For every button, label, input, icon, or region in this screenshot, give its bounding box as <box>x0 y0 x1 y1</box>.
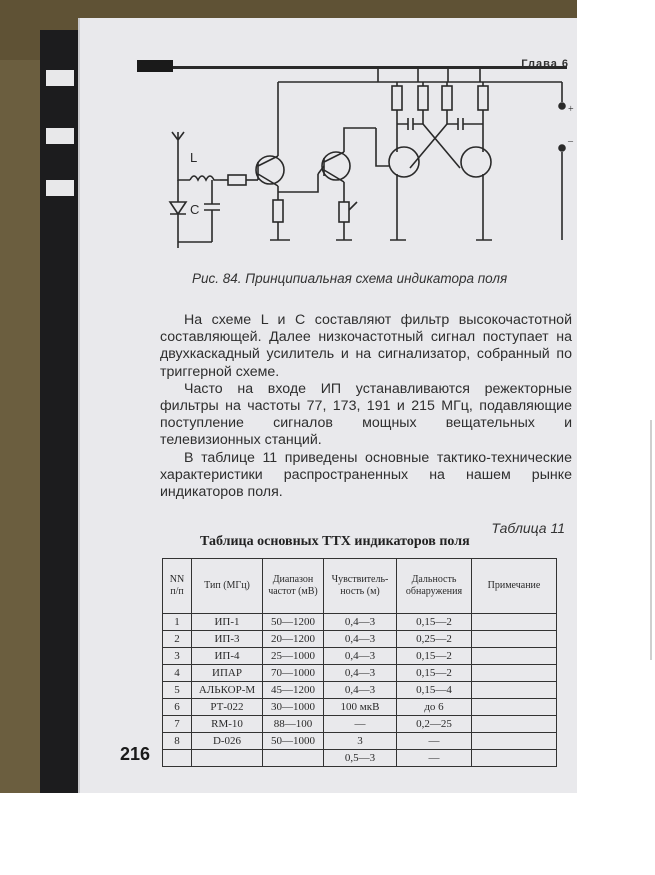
paragraph: Часто на входе ИП устанавливаются режекторные фильтры на частоты 77, 173, 191 и 215 МГц, подавляющие поступление сигналов мощных вещательных и телевизионных станций. <box>160 380 572 449</box>
table-cell-dist: 0,15—4 <box>397 682 472 699</box>
header-range: Диапазон частот (мВ) <box>263 559 324 614</box>
table-cell-n: 1 <box>163 614 192 631</box>
table-cell-type: ИП-4 <box>192 648 263 665</box>
table-cell-dist: 0,15—2 <box>397 665 472 682</box>
table-cell-note <box>472 648 557 665</box>
table-row <box>163 614 557 631</box>
table-cell-note <box>472 665 557 682</box>
circuit-diagram <box>150 62 577 262</box>
resistor-icon <box>442 86 452 110</box>
table-header-row <box>163 559 557 614</box>
table-cell-dist: 0,25—2 <box>397 631 472 648</box>
table-cell-sens: 0,4—3 <box>324 614 397 631</box>
page-number: 216 <box>120 744 151 764</box>
table-cell-note <box>472 750 557 767</box>
table-cell-n: 8 <box>163 733 192 750</box>
table-cell-note <box>472 699 557 716</box>
table-cell-range <box>263 750 324 767</box>
resistor-icon <box>228 175 246 185</box>
table-row <box>163 631 557 648</box>
header-distance: Дальность обнаружения <box>397 559 472 614</box>
capacitor-icon <box>397 118 423 130</box>
table-cell-dist: — <box>397 750 472 767</box>
table-cell-type: РТ-022 <box>192 699 263 716</box>
table-cell-range: 50—1200 <box>263 614 324 631</box>
inductor-icon <box>190 176 220 180</box>
table-cell-note <box>472 716 557 733</box>
cross-coupling <box>410 124 460 168</box>
table-cell-sens: 0,4—3 <box>324 631 397 648</box>
table-cell-dist: 0,15—2 <box>397 648 472 665</box>
table-cell-sens: 0,4—3 <box>324 682 397 699</box>
table-cell-type: D-026 <box>192 733 263 750</box>
plus-label: + <box>568 104 574 115</box>
edge-stripe <box>46 70 74 86</box>
table-cell-range: 20—1200 <box>263 631 324 648</box>
capacitor-label: C <box>190 202 200 217</box>
table-cell-sens: 0,4—3 <box>324 665 397 682</box>
paragraph: На схеме L и C составляют фильтр высокочастотной составляющей. Далее низкочастотный сигнал поступает на двухкаскадный усилитель и на сигнализатор, собранный по триггерной схеме. <box>160 312 572 380</box>
table-label: Таблица 11 <box>491 520 565 536</box>
table-cell-range: 88—100 <box>263 716 324 733</box>
wire <box>344 128 376 152</box>
table-row <box>163 750 557 767</box>
wire <box>178 152 190 180</box>
edge-stripe <box>46 128 74 144</box>
diode-icon <box>170 180 186 242</box>
table-row <box>163 699 557 716</box>
table-cell-dist: 0,15—2 <box>397 614 472 631</box>
table-row <box>163 716 557 733</box>
variable-arrow <box>349 202 357 210</box>
table-cell-note <box>472 682 557 699</box>
table-cell-sens: 0,5—3 <box>324 750 397 767</box>
capacitor-icon <box>204 180 220 242</box>
table-cell-range: 70—1000 <box>263 665 324 682</box>
header-note: Примечание <box>472 559 557 614</box>
table-cell-n: 7 <box>163 716 192 733</box>
table-cell-range: 25—1000 <box>263 648 324 665</box>
table-cell-type: RM-10 <box>192 716 263 733</box>
body-text <box>160 312 572 501</box>
table-cell-note <box>472 614 557 631</box>
table-row <box>163 682 557 699</box>
scan-edge-mark <box>650 420 652 660</box>
table-cell-n: 6 <box>163 699 192 716</box>
table-row <box>163 733 557 750</box>
transistor-icon <box>461 147 491 177</box>
wire <box>397 144 483 240</box>
header-type: Тип (МГц) <box>192 559 263 614</box>
header-sensitivity: Чувствительность (м) <box>324 559 397 614</box>
table-cell-dist: 0,2—25 <box>397 716 472 733</box>
chapter-label: Глава 6 <box>521 58 569 70</box>
table-cell-sens: 3 <box>324 733 397 750</box>
paragraph: В таблице 11 приведены основные тактико-технические характеристики распространенных на нашем рынке индикаторов поля. <box>160 449 572 501</box>
table-cell-type: АЛЬКОР-М <box>192 682 263 699</box>
resistor-icon <box>339 202 349 222</box>
resistor-icon <box>478 86 488 110</box>
table-cell-range: 30—1000 <box>263 699 324 716</box>
terminal-icon <box>559 145 565 151</box>
wire <box>378 66 480 82</box>
table-cell-type: ИП-3 <box>192 631 263 648</box>
table-cell-sens: — <box>324 716 397 733</box>
table-cell-n: 3 <box>163 648 192 665</box>
edge-stripe <box>46 180 74 196</box>
wire <box>397 110 483 144</box>
minus-label: – <box>568 136 573 147</box>
wire <box>178 242 212 248</box>
figure-caption: Рис. 84. Принципиальная схема индикатора поля <box>192 271 508 286</box>
table-title: Таблица основных ТТХ индикаторов поля <box>200 534 470 549</box>
book-spine-edge <box>40 30 80 793</box>
table-cell-note <box>472 631 557 648</box>
table-cell-type <box>192 750 263 767</box>
resistor-icon <box>418 86 428 110</box>
wire <box>278 174 318 192</box>
ttx-table <box>162 558 557 767</box>
table-cell-dist: до 6 <box>397 699 472 716</box>
header-num: NN п/п <box>163 559 192 614</box>
table-cell-sens: 0,4—3 <box>324 648 397 665</box>
terminal-icon <box>559 103 565 109</box>
table-cell-range: 45—1200 <box>263 682 324 699</box>
resistor-icon <box>392 86 402 110</box>
table-cell-n <box>163 750 192 767</box>
capacitor-icon <box>447 118 483 130</box>
table-cell-n: 5 <box>163 682 192 699</box>
table-cell-note <box>472 733 557 750</box>
inductor-label: L <box>190 150 198 165</box>
resistor-icon <box>273 200 283 222</box>
antenna-icon <box>172 132 184 152</box>
table-cell-type: ИПАР <box>192 665 263 682</box>
wire <box>376 128 390 166</box>
table-cell-type: ИП-1 <box>192 614 263 631</box>
table-cell-range: 50—1000 <box>263 733 324 750</box>
table-row <box>163 648 557 665</box>
table-row <box>163 665 557 682</box>
table-cell-n: 2 <box>163 631 192 648</box>
table-cell-n: 4 <box>163 665 192 682</box>
table-cell-sens: 100 мкВ <box>324 699 397 716</box>
table-cell-dist: — <box>397 733 472 750</box>
